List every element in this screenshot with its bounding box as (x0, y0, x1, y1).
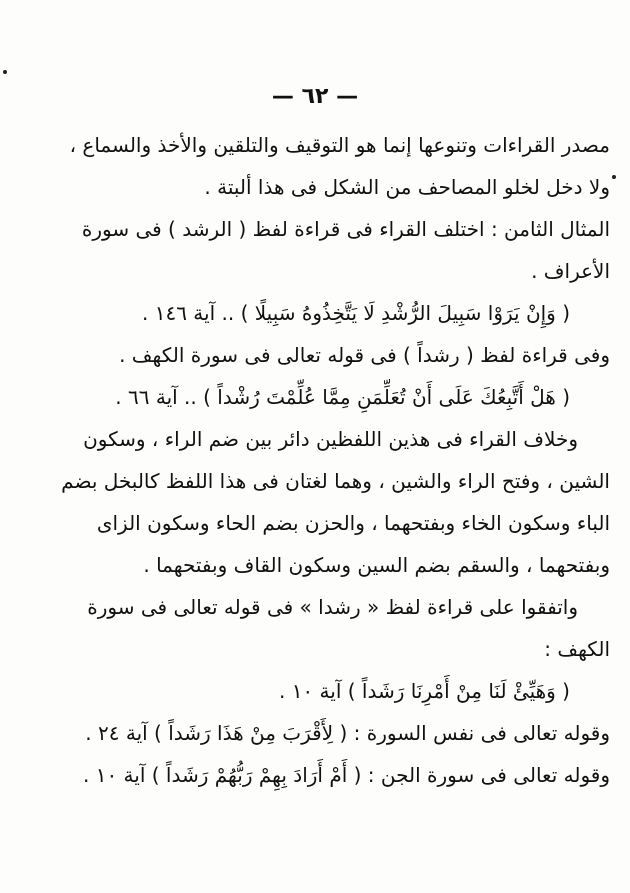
text-line: ولا دخل لخلو المصاحف من الشكل فى هذا ألبتة . (204, 175, 610, 199)
text-line: وقوله تعالى فى سورة الجن : ( أَمْ أَرَادَ بِهِمْ رَبُّهُمْ رَشَداً ) آية ١٠ . (82, 763, 610, 787)
text-line: المثال الثامن : اختلف القراء فى قراءة لفظ ( الرشد ) فى سورة (81, 217, 610, 241)
text-line: وفى قراءة لفظ ( رشداً ) فى قوله تعالى فى سورة الكهف . (119, 343, 610, 367)
margin-dot (612, 175, 616, 179)
page-number: — ٦٢ — (271, 84, 359, 109)
text-line: واتفقوا على قراءة لفظ « رشدا » فى قوله تعالى فى سورة (87, 595, 578, 619)
margin-dot (3, 70, 7, 74)
text-line: الباء وسكون الخاء وبفتحهما ، والحزن بضم الحاء وسكون الزاى (96, 511, 610, 535)
text-line: وخلاف القراء فى هذين اللفظين دائر بين ضم الراء ، وسكون (83, 427, 578, 451)
text-line: وبفتحهما ، والسقم بضم السين وسكون القاف وبفتحهما . (143, 553, 610, 577)
text-line: الأعراف . (531, 259, 610, 283)
quran-verse-line: ( وَهَيِّئْ لَنَا مِنْ أَمْرِنَا رَشَداً ) آية ١٠ . (278, 679, 570, 703)
quran-verse-line: ( وَإِنْ يَرَوْا سَبِيلَ الرُّشْدِ لَا يَتَّخِذُوهُ سَبِيلًا ) .. آية ١٤٦ . (142, 301, 570, 325)
body-text (20, 124, 610, 796)
quran-verse-line: ( هَلْ أَتَّبِعُكَ عَلَى أَنْ تُعَلِّمَنِ مِمَّا عُلِّمْتَ رُشْداً ) .. آية ٦٦ . (115, 385, 570, 409)
text-line: وقوله تعالى فى نفس السورة : ( لِأَقْرَبَ مِنْ هَذَا رَشَداً ) آية ٢٤ . (85, 721, 610, 745)
text-line: مصدر القراءات وتنوعها إنما هو التوقيف والتلقين والأخذ والسماع ، (69, 133, 610, 157)
text-line: الكهف : (544, 637, 610, 661)
text-line: الشين ، وفتح الراء والشين ، وهما لغتان فى هذا اللفظ كالبخل بضم (61, 469, 610, 493)
